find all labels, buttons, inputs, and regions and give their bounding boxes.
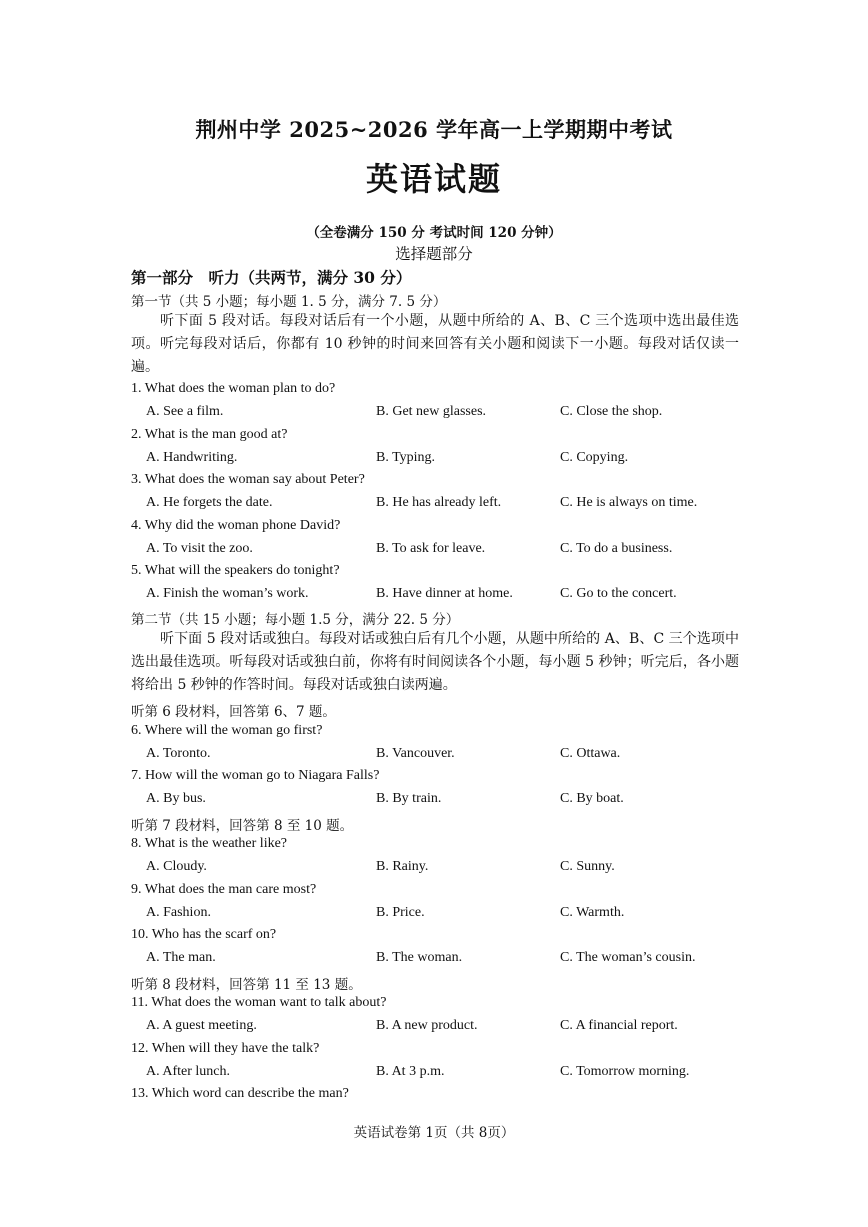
section2-heading: 第二节（共 15 小题；每小题 1.5 分，满分 22. 5 分） bbox=[131, 612, 460, 628]
option-c: C. Close the shop. bbox=[560, 404, 663, 419]
option-c: C. The woman’s cousin. bbox=[560, 950, 696, 965]
option-b: B. Get new glasses. bbox=[376, 404, 487, 419]
option-c: C. He is always on time. bbox=[560, 495, 698, 510]
option-b: B. A new product. bbox=[376, 1018, 478, 1033]
option-a: A. See a film. bbox=[146, 404, 224, 419]
option-c: C. To do a business. bbox=[560, 541, 673, 556]
section1-instructions: 听下面 5 段对话。每段对话后有一个小题，从题中所给的 A、B、C 三个选项中选出最佳选项。听完每段对话后，你都有 10 秒钟的时间来回答有关小题和阅读下一小题。每段对话仅读一遍。 bbox=[131, 313, 739, 375]
option-a: A. Finish the woman’s work. bbox=[146, 586, 309, 601]
option-c: C. A financial report. bbox=[560, 1018, 678, 1033]
option-b: B. Price. bbox=[376, 905, 425, 920]
option-b: B. Have dinner at home. bbox=[376, 586, 513, 601]
question-11: 11. What does the woman want to talk about? bbox=[131, 995, 387, 1010]
option-c: C. Copying. bbox=[560, 450, 629, 465]
option-a: A. A guest meeting. bbox=[146, 1018, 257, 1033]
part1-heading: 第一部分 听力（共两节，满分 30 分） bbox=[131, 268, 412, 287]
question-10: 10. Who has the scarf on? bbox=[131, 927, 277, 942]
section-label: 选择题部分 bbox=[395, 245, 473, 263]
material-note-7: 听第 7 段材料，回答第 8 至 10 题。 bbox=[131, 818, 354, 834]
section1-heading: 第一节（共 5 小题；每小题 1. 5 分，满分 7. 5 分） bbox=[131, 294, 447, 310]
option-c: C. By boat. bbox=[560, 791, 624, 806]
section2-instructions: 听下面 5 段对话或独白。每段对话或独白后有几个小题，从题中所给的 A、B、C 三个选项中选出最佳选项。听每段对话或独白前，你将有时间阅读各个小题，每小题 5 秒钟；听完后，各小题将给出 5 秒钟的作答时间。每段对话或独白读两遍。 bbox=[131, 631, 739, 693]
exam-note: （全卷满分 150 分 考试时间 120 分钟） bbox=[306, 225, 562, 241]
option-a: A. The man. bbox=[146, 950, 216, 965]
question-13: 13. Which word can describe the man? bbox=[131, 1086, 349, 1101]
question-2: 2. What is the man good at? bbox=[131, 427, 288, 442]
option-c: C. Sunny. bbox=[560, 859, 615, 874]
question-5: 5. What will the speakers do tonight? bbox=[131, 563, 340, 578]
option-b: B. To ask for leave. bbox=[376, 541, 486, 556]
option-a: A. After lunch. bbox=[146, 1064, 230, 1079]
question-7: 7. How will the woman go to Niagara Falls? bbox=[131, 768, 380, 783]
option-b: B. Typing. bbox=[376, 450, 436, 465]
page-footer: 英语试卷第 1页（共 8页） bbox=[353, 1125, 515, 1141]
option-c: C. Warmth. bbox=[560, 905, 625, 920]
option-b: B. By train. bbox=[376, 791, 442, 806]
option-c: C. Tomorrow morning. bbox=[560, 1064, 690, 1079]
question-9: 9. What does the man care most? bbox=[131, 882, 317, 897]
option-b: B. Vancouver. bbox=[376, 746, 455, 761]
material-note-8: 听第 8 段材料，回答第 11 至 13 题。 bbox=[131, 977, 362, 993]
question-8: 8. What is the weather like? bbox=[131, 836, 288, 851]
question-4: 4. Why did the woman phone David? bbox=[131, 518, 341, 533]
question-6: 6. Where will the woman go first? bbox=[131, 723, 323, 738]
option-a: A. Fashion. bbox=[146, 905, 211, 920]
option-a: A. He forgets the date. bbox=[146, 495, 273, 510]
exam-title: 荆州中学 2025~2026 学年高一上学期期中考试 bbox=[195, 117, 673, 142]
option-b: B. At 3 p.m. bbox=[376, 1064, 445, 1079]
question-1: 1. What does the woman plan to do? bbox=[131, 381, 336, 396]
option-c: C. Ottawa. bbox=[560, 746, 621, 761]
option-b: B. He has already left. bbox=[376, 495, 502, 510]
exam-subject: 英语试题 bbox=[365, 160, 502, 198]
question-3: 3. What does the woman say about Peter? bbox=[131, 472, 365, 487]
option-a: A. Handwriting. bbox=[146, 450, 238, 465]
question-12: 12. When will they have the talk? bbox=[131, 1041, 320, 1056]
option-a: A. By bus. bbox=[146, 791, 206, 806]
option-b: B. The woman. bbox=[376, 950, 463, 965]
option-b: B. Rainy. bbox=[376, 859, 429, 874]
option-a: A. To visit the zoo. bbox=[146, 541, 253, 556]
material-note-6: 听第 6 段材料，回答第 6、7 题。 bbox=[131, 704, 336, 720]
option-a: A. Toronto. bbox=[146, 746, 211, 761]
option-a: A. Cloudy. bbox=[146, 859, 207, 874]
option-c: C. Go to the concert. bbox=[560, 586, 677, 601]
